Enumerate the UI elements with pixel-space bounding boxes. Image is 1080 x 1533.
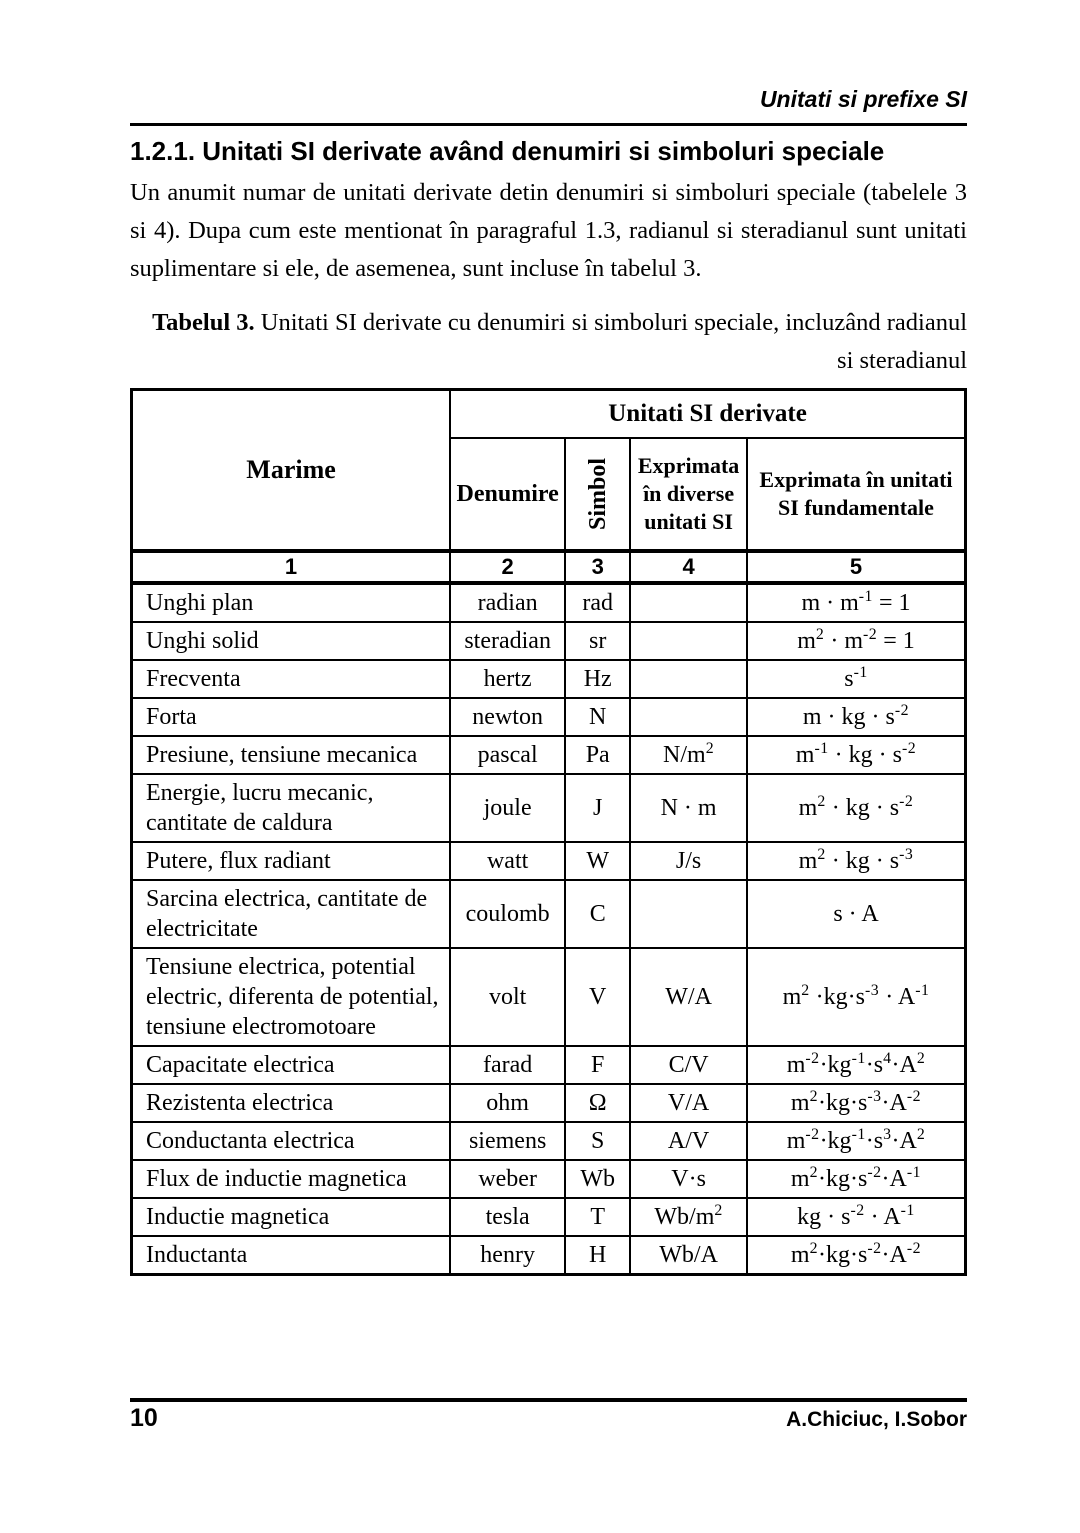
cell-diverse — [630, 660, 747, 698]
table-row — [132, 1160, 966, 1198]
cell-marime: Frecventa — [132, 660, 451, 698]
column-header-marime: Marime — [132, 390, 451, 552]
footer-rule — [130, 1398, 967, 1402]
column-number: 5 — [747, 551, 966, 583]
cell-simbol: Ω — [565, 1084, 630, 1122]
table-column-number-row — [132, 551, 966, 583]
table-row — [132, 1084, 966, 1122]
table-caption — [130, 304, 967, 380]
cell-fundamentale: $m \cdot m^{-1} = 1$ — [747, 583, 966, 622]
table-row — [132, 622, 966, 660]
page-number: 10 — [130, 1404, 158, 1432]
cell-denumire: newton — [450, 698, 565, 736]
table-row — [132, 660, 966, 698]
cell-simbol: Hz — [565, 660, 630, 698]
table-row — [132, 1236, 966, 1275]
cell-diverse — [630, 622, 747, 660]
cell-simbol: N — [565, 698, 630, 736]
cell-fundamentale: $m^2$ · kg · $s^{-3}$ — [747, 842, 966, 880]
cell-diverse: Wb/A — [630, 1236, 747, 1275]
cell-fundamentale: $m^{-2}\cdot kg^{-1}\cdot s^4\cdot A^2$ — [747, 1046, 966, 1084]
cell-marime: Inductie magnetica — [132, 1198, 451, 1236]
cell-marime: Inductanta — [132, 1236, 451, 1275]
cell-fundamentale: $m^2$ · kg · $s^{-2}$ — [747, 774, 966, 842]
table-row — [132, 880, 966, 948]
cell-denumire: weber — [450, 1160, 565, 1198]
simbol-vertical-label: Simbol — [584, 457, 611, 531]
cell-diverse: J/s — [630, 842, 747, 880]
table-row — [132, 1198, 966, 1236]
cell-marime: Tensiune electrica, potential electric, diferenta de potential, tensiune electromotoare — [132, 948, 451, 1046]
cell-simbol: F — [565, 1046, 630, 1084]
header-rule — [130, 123, 967, 126]
cell-fundamentale: $m^2\cdot kg\cdot s^{-2}\cdot A^{-2}$ — [747, 1236, 966, 1275]
cell-denumire: farad — [450, 1046, 565, 1084]
cell-marime: Capacitate electrica — [132, 1046, 451, 1084]
cell-simbol: Wb — [565, 1160, 630, 1198]
running-header: Unitati si prefixe SI — [759, 86, 967, 112]
section-heading: 1.2.1. Unitati SI derivate având denumiri si simboluri speciale — [130, 136, 885, 166]
column-number: 4 — [630, 551, 747, 583]
cell-denumire: watt — [450, 842, 565, 880]
cell-diverse: $Wb/m^2$ — [630, 1198, 747, 1236]
table-row — [132, 583, 966, 622]
cell-fundamentale: $m^2\cdot kg\cdot s^{-2}\cdot A^{-1}$ — [747, 1160, 966, 1198]
cell-simbol: V — [565, 948, 630, 1046]
cell-fundamentale: m · kg · $s^{-2}$ — [747, 698, 966, 736]
body-paragraph: Un anumit numar de unitati derivate detin denumiri si simboluri speciale (tabelele 3 si 4). Dupa cum este mentionat în paragraful 1.3, radianul si steradianul sunt unitati suplimentare si ele, de asemenea, sunt incluse în tabelul 3. — [130, 179, 967, 282]
table-head — [132, 390, 966, 584]
table-row — [132, 774, 966, 842]
table-header-row-group — [132, 390, 966, 439]
table-row — [132, 842, 966, 880]
column-group-header: Unitati SI derivate — [450, 390, 965, 439]
column-header-exprimata-fundamentale: Exprimata în unitati SI fundamentale — [747, 438, 966, 551]
cell-fundamentale: $m^{-1}$ · kg · $s^{-2}$ — [747, 736, 966, 774]
cell-denumire: volt — [450, 948, 565, 1046]
cell-fundamentale: $m^2\cdot kg\cdot s^{-3}\cdot A^{-2}$ — [747, 1084, 966, 1122]
cell-diverse: V·s — [630, 1160, 747, 1198]
cell-simbol: S — [565, 1122, 630, 1160]
cell-fundamentale: kg · $s^{-2} \cdot A^{-1}$ — [747, 1198, 966, 1236]
column-header-exprimata-diverse: Exprimata în diverse unitati SI — [630, 438, 747, 551]
cell-diverse: N · m — [630, 774, 747, 842]
cell-diverse: V/A — [630, 1084, 747, 1122]
cell-marime: Forta — [132, 698, 451, 736]
cell-denumire: joule — [450, 774, 565, 842]
table-caption-text: Unitati SI derivate cu denumiri si simboluri speciale, incluzând radianul si steradianul — [254, 309, 967, 374]
column-header-simbol — [565, 438, 630, 551]
cell-denumire: henry — [450, 1236, 565, 1275]
cell-diverse: A/V — [630, 1122, 747, 1160]
cell-simbol: T — [565, 1198, 630, 1236]
cell-simbol: C — [565, 880, 630, 948]
table-row — [132, 1046, 966, 1084]
column-number: 3 — [565, 551, 630, 583]
cell-simbol: J — [565, 774, 630, 842]
column-number: 2 — [450, 551, 565, 583]
cell-marime: Flux de inductie magnetica — [132, 1160, 451, 1198]
table-caption-label: Tabelul 3. — [152, 309, 255, 336]
si-units-table — [130, 388, 967, 1276]
table-row — [132, 736, 966, 774]
cell-marime: Sarcina electrica, cantitate de electricitate — [132, 880, 451, 948]
cell-marime: Rezistenta electrica — [132, 1084, 451, 1122]
cell-fundamentale: s · A — [747, 880, 966, 948]
column-header-denumire: Denumire — [450, 438, 565, 551]
cell-fundamentale: $s^{-1}$ — [747, 660, 966, 698]
column-number: 1 — [132, 551, 451, 583]
cell-denumire: radian — [450, 583, 565, 622]
footer-authors: A.Chiciuc, I.Sobor — [786, 1408, 967, 1431]
cell-simbol: H — [565, 1236, 630, 1275]
cell-denumire: pascal — [450, 736, 565, 774]
cell-marime: Conductanta electrica — [132, 1122, 451, 1160]
cell-marime: Presiune, tensiune mecanica — [132, 736, 451, 774]
cell-marime: Unghi plan — [132, 583, 451, 622]
cell-denumire: tesla — [450, 1198, 565, 1236]
cell-diverse: W/A — [630, 948, 747, 1046]
cell-marime: Unghi solid — [132, 622, 451, 660]
cell-denumire: ohm — [450, 1084, 565, 1122]
cell-denumire: steradian — [450, 622, 565, 660]
cell-denumire: hertz — [450, 660, 565, 698]
page-content — [130, 85, 967, 1276]
cell-simbol: sr — [565, 622, 630, 660]
page-footer — [130, 1398, 967, 1433]
cell-marime: Energie, lucru mecanic, cantitate de caldura — [132, 774, 451, 842]
cell-simbol: Pa — [565, 736, 630, 774]
table-row — [132, 1122, 966, 1160]
cell-diverse: C/V — [630, 1046, 747, 1084]
table-body — [132, 583, 966, 1275]
cell-simbol: W — [565, 842, 630, 880]
cell-marime: Putere, flux radiant — [132, 842, 451, 880]
cell-diverse — [630, 698, 747, 736]
cell-diverse: $N/m^2$ — [630, 736, 747, 774]
table-row — [132, 698, 966, 736]
cell-fundamentale: $m^2 \cdot m^{-2} = 1$ — [747, 622, 966, 660]
cell-denumire: coulomb — [450, 880, 565, 948]
cell-denumire: siemens — [450, 1122, 565, 1160]
cell-diverse — [630, 583, 747, 622]
table-row — [132, 948, 966, 1046]
cell-simbol: rad — [565, 583, 630, 622]
cell-fundamentale: $m^2 \cdot kg\cdot s^{-3} \cdot A^{-1}$ — [747, 948, 966, 1046]
cell-diverse — [630, 880, 747, 948]
cell-fundamentale: $m^{-2}\cdot kg^{-1}\cdot s^3\cdot A^2$ — [747, 1122, 966, 1160]
